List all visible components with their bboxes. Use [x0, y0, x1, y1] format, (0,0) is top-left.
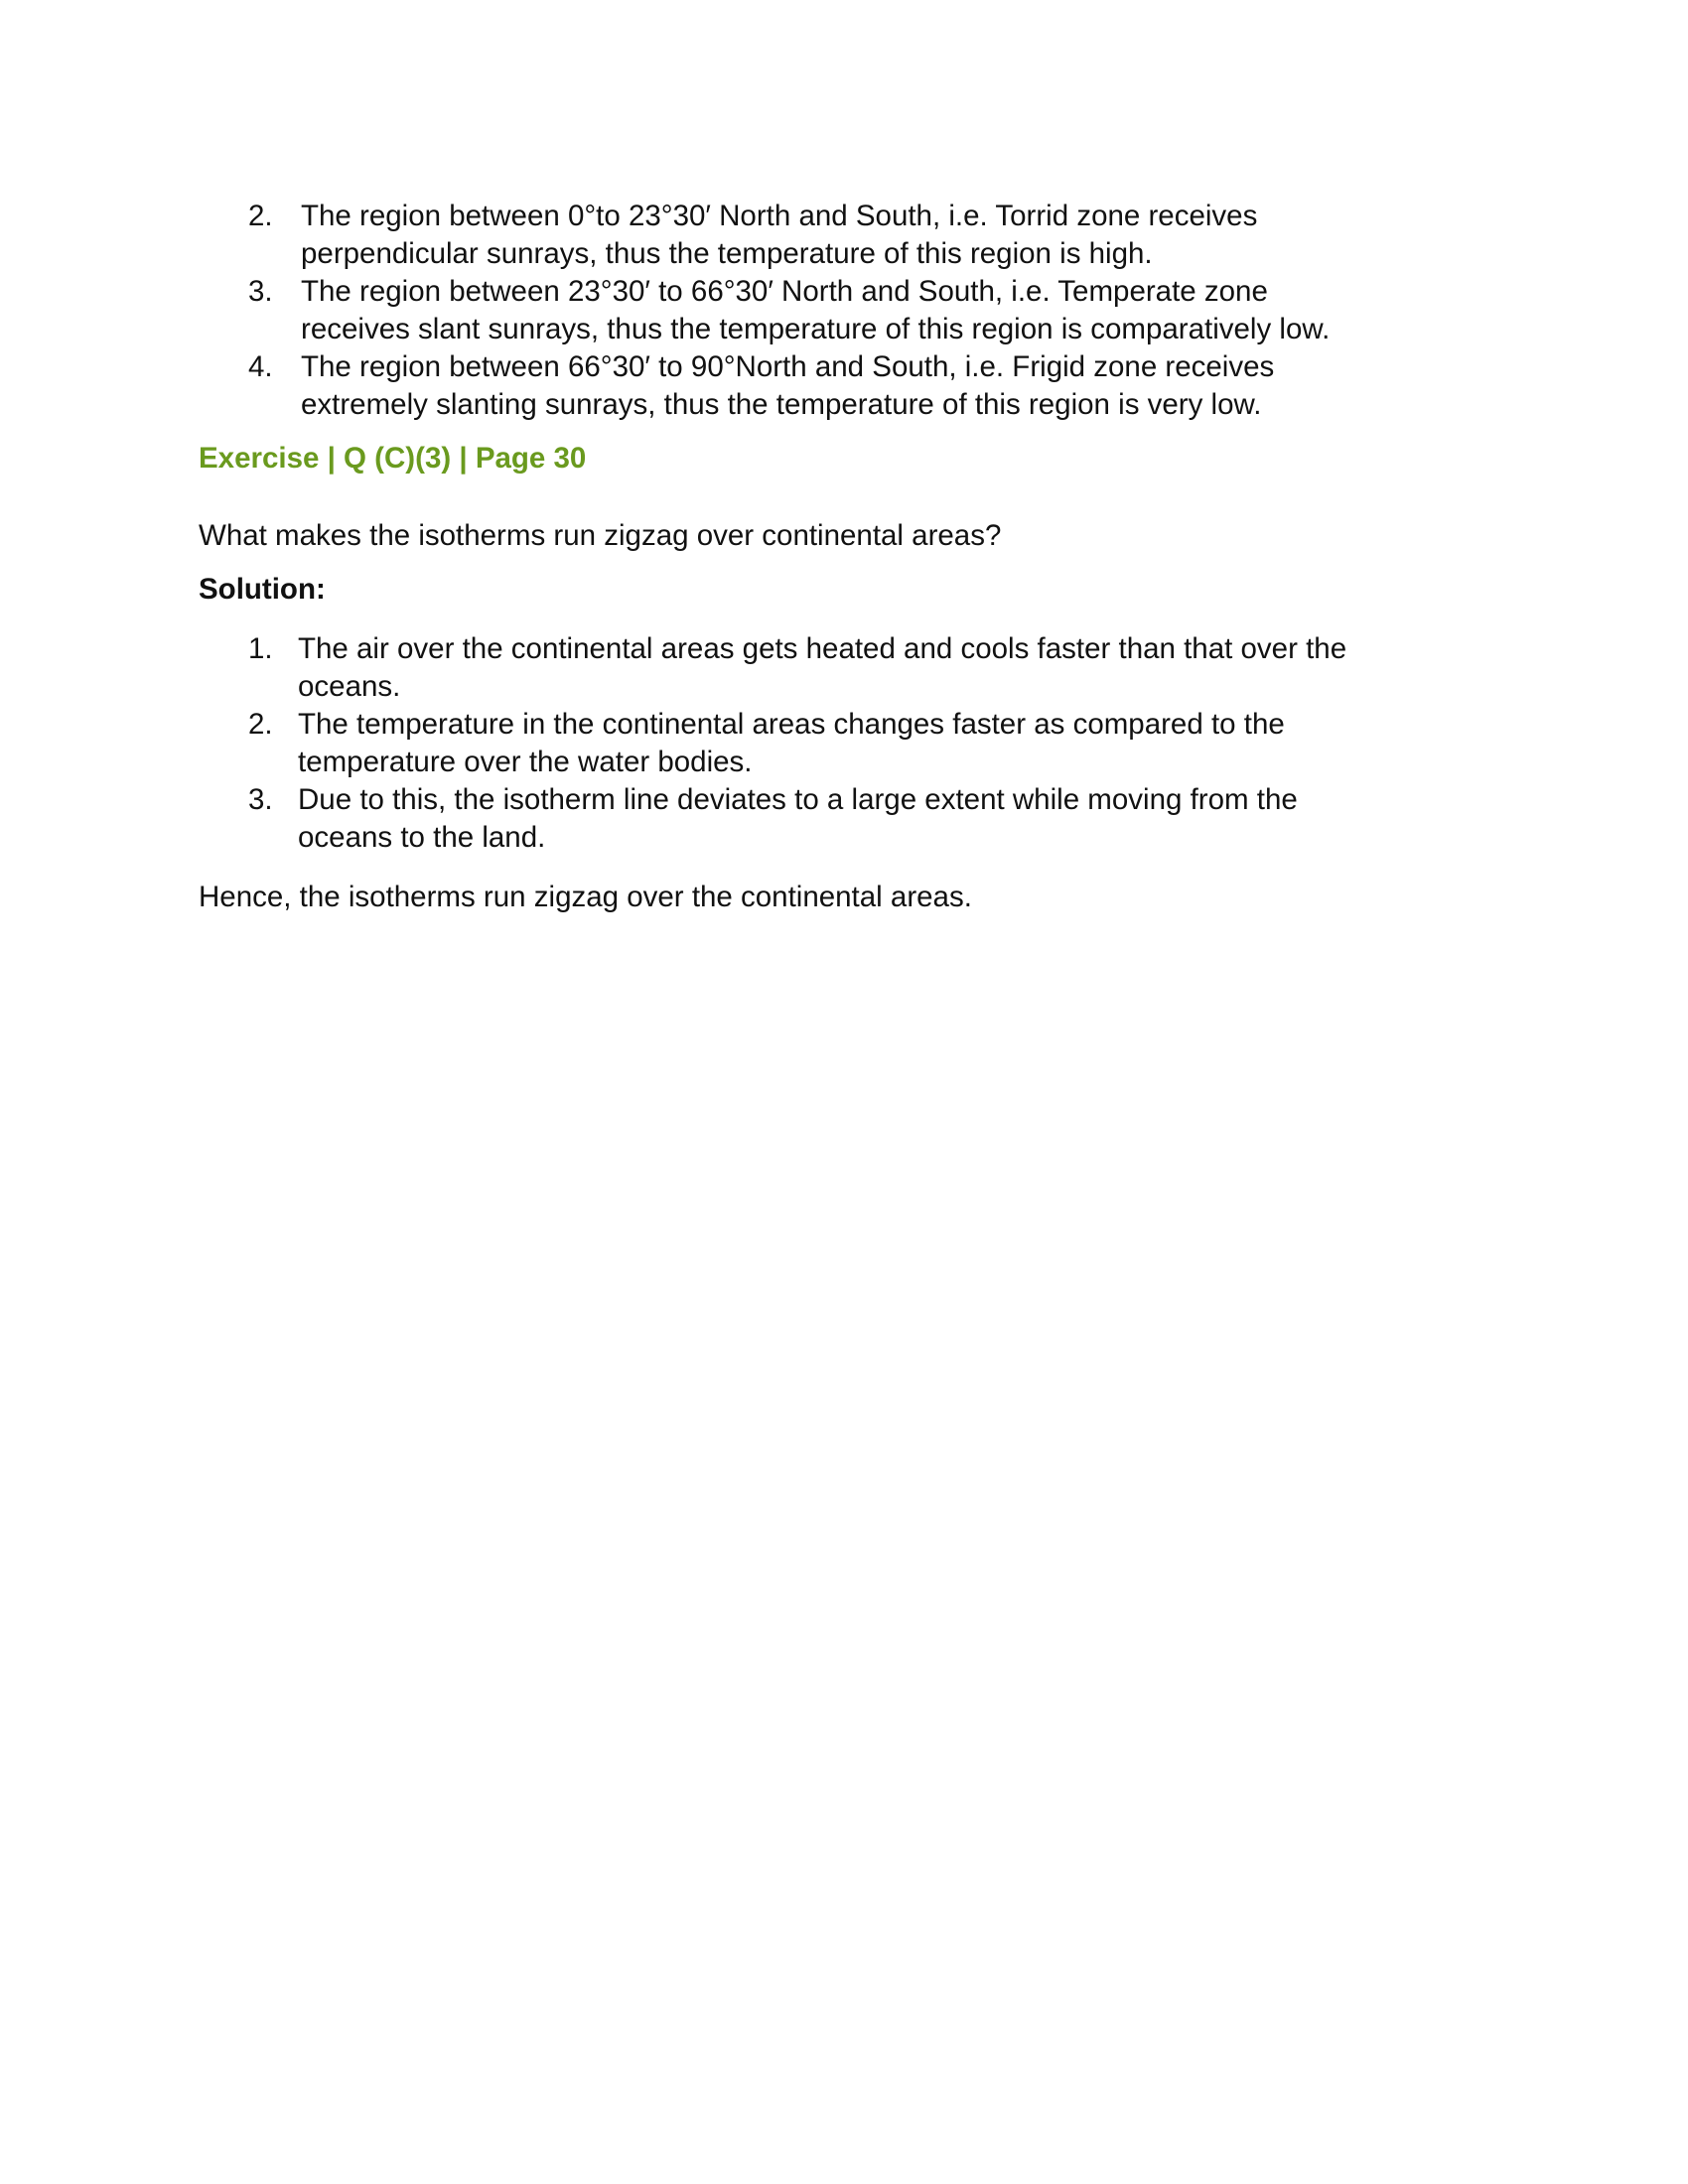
list-item-text: The region between 0°to 23°30′ North and South, i.e. Torrid zone receives — [301, 200, 1258, 232]
list-item-number: 3. — [248, 275, 273, 308]
list-item-text: The temperature in the continental areas changes faster as compared to the — [298, 708, 1285, 741]
list-item-text: oceans to the land. — [298, 821, 546, 854]
list-item-text: temperature over the water bodies. — [298, 746, 753, 778]
list-item-number: 2. — [248, 708, 273, 741]
list-item-text: receives slant sunrays, thus the temperature of this region is comparatively low. — [301, 313, 1331, 345]
list-item-number: 3. — [248, 783, 273, 816]
list-item-text: extremely slanting sunrays, thus the temperature of this region is very low. — [301, 388, 1262, 421]
question-text: What makes the isotherms run zigzag over continental areas? — [199, 519, 1002, 552]
exercise-heading: Exercise | Q (C)(3) | Page 30 — [199, 442, 587, 475]
list-item-text: The region between 23°30′ to 66°30′ North and South, i.e. Temperate zone — [301, 275, 1268, 308]
list-item-number: 1. — [248, 632, 273, 665]
list-item-text: Due to this, the isotherm line deviates to a large extent while moving from the — [298, 783, 1298, 816]
list-item-text: oceans. — [298, 670, 401, 703]
list-item-text: The air over the continental areas gets heated and cools faster than that over the — [298, 632, 1347, 665]
list-item-number: 4. — [248, 350, 273, 383]
list-item-text: perpendicular sunrays, thus the temperature of this region is high. — [301, 237, 1153, 270]
list-item-number: 2. — [248, 200, 273, 232]
conclusion-text: Hence, the isotherms run zigzag over the continental areas. — [199, 881, 972, 913]
list-item-text: The region between 66°30′ to 90°North and South, i.e. Frigid zone receives — [301, 350, 1275, 383]
solution-label: Solution: — [199, 573, 326, 606]
